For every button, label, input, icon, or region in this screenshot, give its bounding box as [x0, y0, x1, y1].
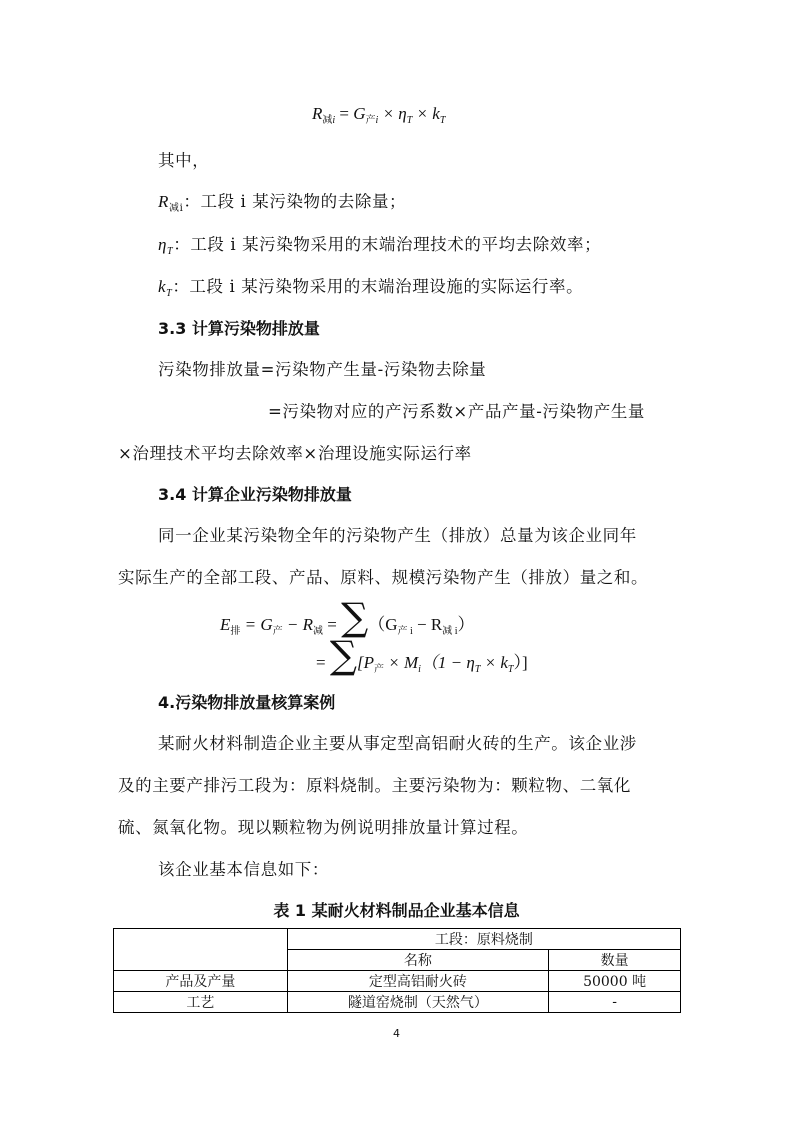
section-4-heading: 4.污染物排放量核算案例 [158, 693, 336, 712]
section-3-3-line2: =污染物对应的产污系数×产品产量-污染物产生量 [268, 402, 646, 421]
where-label: 其中， [158, 151, 210, 170]
definition-r: $R_{减i}$：工段 i 某污染物的去除量； [158, 192, 407, 214]
definition-k: $k_T$：工段 i 某污染物采用的末端治理设施的实际运行率。 [158, 277, 584, 299]
table-row [114, 992, 681, 1013]
table-cell-label: 产品及产量 [114, 971, 288, 992]
section-3-4-para-line1: 同一企业某污染物全年的污染物产生（排放）总量为该企业同年 [158, 526, 637, 545]
table-stage-header: 工段：原料烧制 [287, 929, 680, 950]
definition-eta: $\eta_T$：工段 i 某污染物采用的末端治理技术的平均去除效率； [158, 235, 602, 257]
table-col-qty: 数量 [549, 950, 681, 971]
table-col-name: 名称 [287, 950, 549, 971]
enterprise-info-table [113, 928, 681, 1013]
section-4-para-line3: 硫、氮氧化物。现以颗粒物为例说明排放量计算过程。 [118, 818, 529, 837]
table-cell-name: 隧道窑烧制（天然气） [287, 992, 549, 1013]
table-row [114, 971, 681, 992]
section-4-para-line2: 及的主要产排污工段为：原料烧制。主要污染物为：颗粒物、二氧化 [118, 776, 631, 795]
section-4-para-line1: 某耐火材料制造企业主要从事定型高铝耐火砖的生产。该企业涉 [158, 734, 637, 753]
table-cell-name: 定型高铝耐火砖 [287, 971, 549, 992]
section-4-intro: 该企业基本信息如下： [158, 860, 329, 879]
emission-formula-line1: $E_排 = G_产 - R_减 = \sum(G_{产 i} - R_{减 i})$ [220, 595, 475, 639]
section-3-4-para-line2: 实际生产的全部工段、产品、原料、规模污染物产生（排放）量之和。 [118, 568, 649, 587]
table-cell-qty: 50000 吨 [549, 971, 681, 992]
page-number: 4 [393, 1027, 400, 1040]
section-3-3-line1: 污染物排放量=污染物产生量-污染物去除量 [158, 360, 487, 379]
section-3-4-heading: 3.4 计算企业污染物排放量 [158, 485, 352, 504]
section-3-3-heading: 3.3 计算污染物排放量 [158, 319, 320, 338]
removal-formula: $R_{减i} = G_{产i} \times \eta_T \times k_T$ [312, 104, 446, 126]
table-cell-qty: - [549, 992, 681, 1013]
emission-formula-line2: = $\sum[P_产 \times M_i(1 - \eta_T \times k_T)]$ [316, 633, 528, 677]
table-cell-label: 工艺 [114, 992, 288, 1013]
table-corner-cell [114, 929, 288, 971]
table-caption: 表 1 某耐火材料制品企业基本信息 [273, 901, 520, 920]
section-3-3-line3: ×治理技术平均去除效率×治理设施实际运行率 [118, 444, 472, 463]
